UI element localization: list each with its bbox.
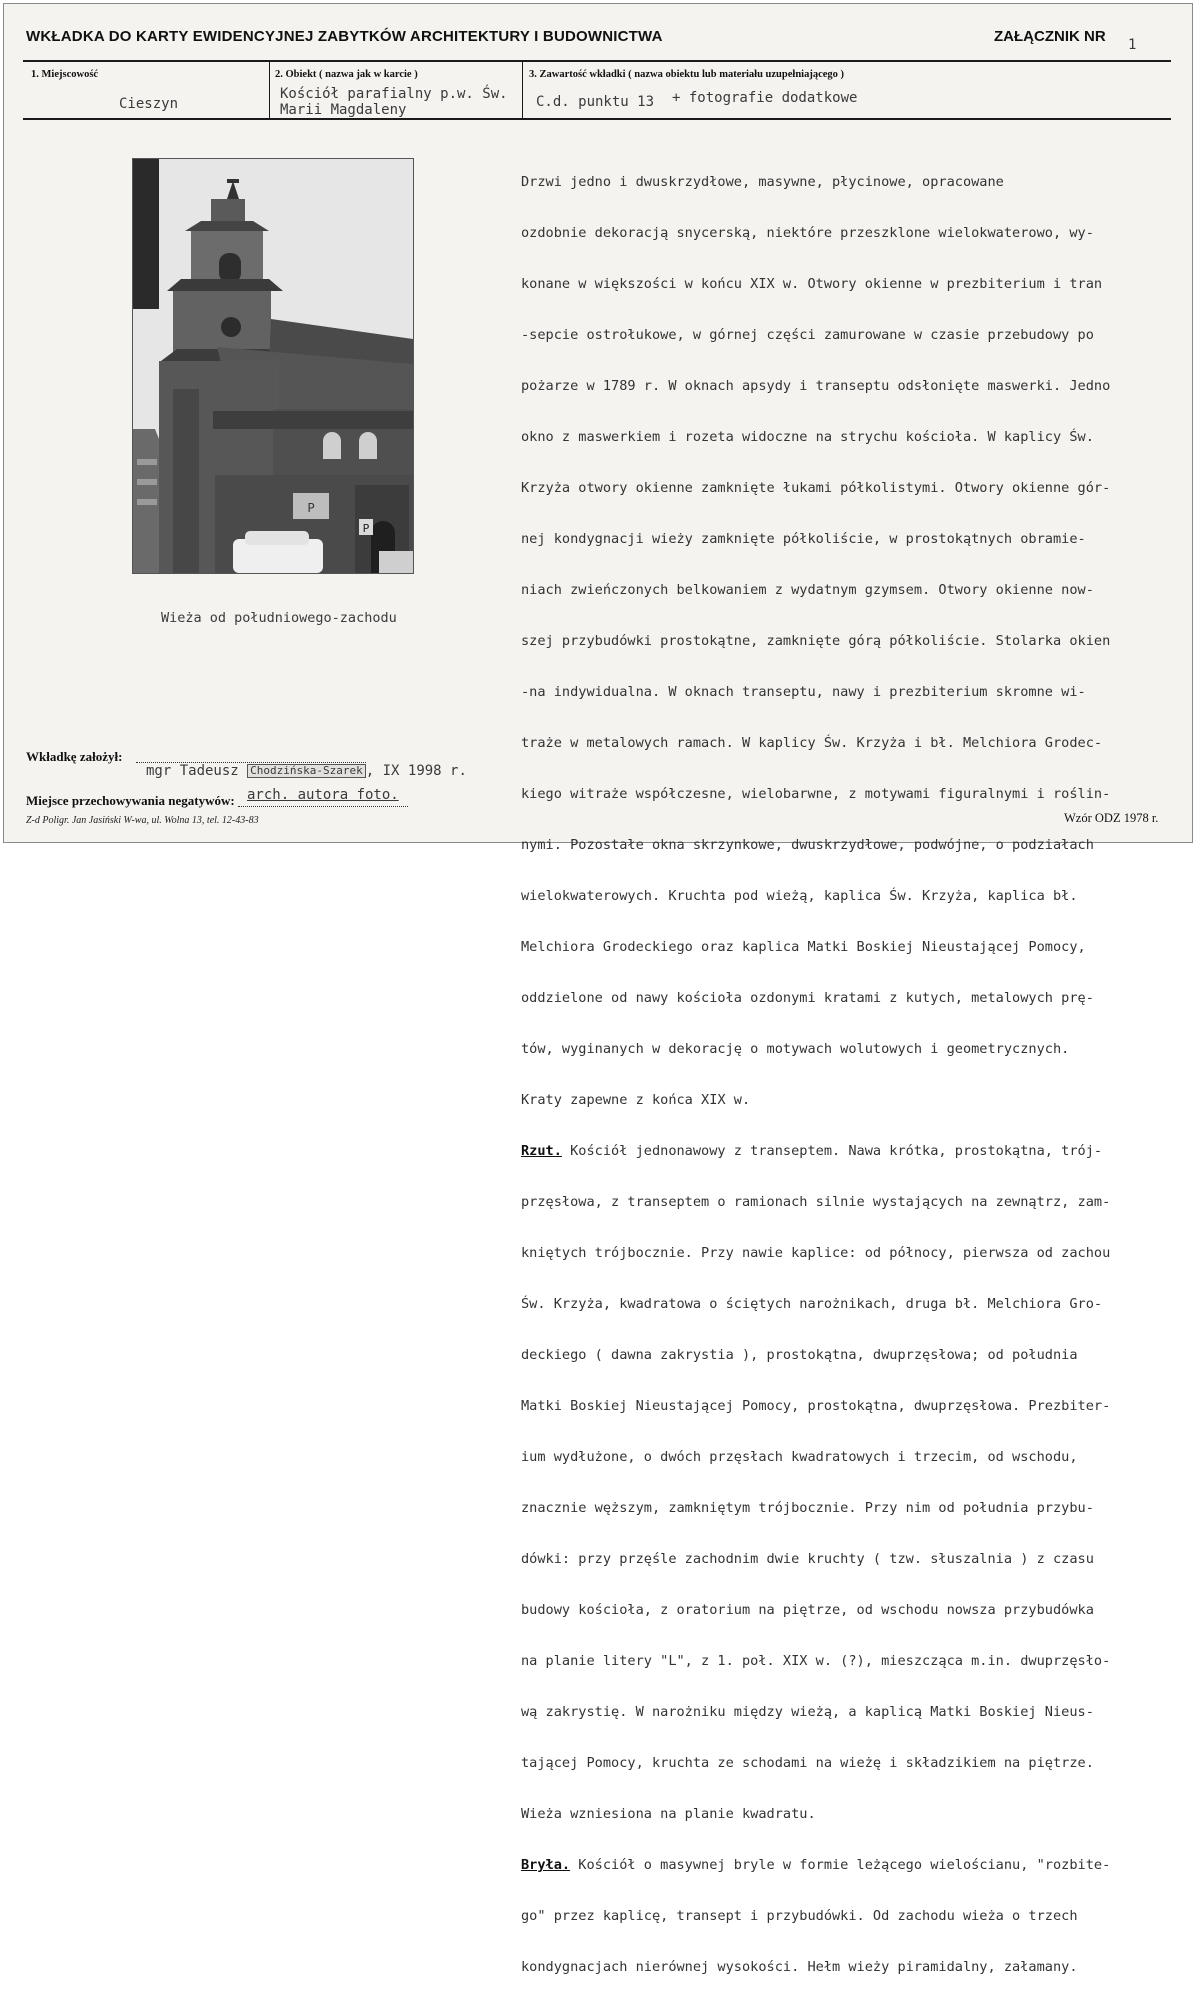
description-line: okno z maswerkiem i rozeta widoczne na strychu kościoła. W kaplicy Św. bbox=[521, 429, 1094, 445]
rzut-line: kniętych trójbocznie. Przy nawie kaplice: od północy, pierwsza od zachou bbox=[521, 1245, 1111, 1261]
rzut-line: na planie litery "L", z 1. poł. XIX w. (?), mieszcząca m.in. dwuprzęsło- bbox=[521, 1653, 1111, 1669]
prepared-by-name: mgr Tadeusz bbox=[146, 763, 239, 779]
rzut-line: przęsłowa, z transeptem o ramionach silnie wystających na zewnątrz, zam- bbox=[521, 1194, 1111, 1210]
rzut-line: deckiego ( dawna zakrystia ), prostokątna, dwuprzęsłowa; od południa bbox=[521, 1347, 1078, 1363]
prepared-by-label: Wkładkę założył: bbox=[26, 749, 123, 764]
field-separator-2 bbox=[522, 62, 523, 119]
record-card bbox=[3, 3, 1193, 1975]
printer-imprint: Z-d Poligr. Jan Jasiński W-wa, ul. Wolna 13, tel. 12-43-83 bbox=[26, 815, 259, 826]
church-tower-photo bbox=[132, 158, 414, 574]
description-line: konane w większości w końcu XIX w. Otwory okienne w prezbiterium i tran bbox=[521, 276, 1103, 292]
svg-text:P: P bbox=[362, 522, 370, 535]
form-model: Wzór ODZ 1978 r. bbox=[1064, 811, 1159, 825]
description-line: -na indywidualna. W oknach transeptu, nawy i prezbiterium skromne wi- bbox=[521, 684, 1086, 700]
description-line: szej przybudówki prostokątne, zamknięte górą półkoliście. Stolarka okien bbox=[521, 633, 1111, 649]
rzut-line: budowy kościoła, z oratorium na piętrze, od wschodu nowsza przybudówka bbox=[521, 1602, 1094, 1618]
description-line: Kraty zapewne z końca XIX w. bbox=[521, 1092, 751, 1108]
description-line: Melchiora Grodeckiego oraz kaplica Matki Boskiej Nieustającej Pomocy, bbox=[521, 939, 1086, 955]
rzut-line: Wieża wzniesiona na planie kwadratu. bbox=[521, 1806, 816, 1822]
rzut-first-line bbox=[521, 1143, 1151, 1160]
bryla-line: go" przez kaplicę, transept i przybudówki. Od zachodu wieża o trzech bbox=[521, 1908, 1078, 1924]
rzut-line: wą zakrystię. W narożniku między wieżą, a kaplicą Matki Boskiej Nieus- bbox=[521, 1704, 1094, 1720]
prepared-by-value bbox=[146, 763, 467, 779]
description-line: nymi. Pozostałe okna skrzynkowe, dwuskrzydłowe, podwójne, o podziałach bbox=[521, 837, 1094, 853]
field-separator-1 bbox=[269, 62, 270, 119]
prepared-by-stamp: Chodzińska-Szarek bbox=[247, 764, 366, 778]
prepared-by-date: , IX 1998 r. bbox=[365, 763, 467, 779]
rzut-line: tającej Pomocy, kruchta ze schodami na wieżę i składzikiem na piętrze. bbox=[521, 1755, 1094, 1771]
description-line: -sepcie ostrołukowe, w górnej części zamurowane w czasie przebudowy po bbox=[521, 327, 1094, 343]
card-title: WKŁADKA DO KARTY EWIDENCYJNEJ ZABYTKÓW ARCHITEKTURY I BUDOWNICTWA bbox=[26, 28, 663, 45]
locality-label: 1. Miejscowość bbox=[31, 69, 99, 80]
description-line: Drzwi jedno i dwuskrzydłowe, masywne, płycinowe, opracowane bbox=[521, 174, 1004, 190]
bryla-first-line-text: Kościół o masywnej bryle w formie leżącego wielościanu, "rozbite- bbox=[570, 1857, 1111, 1873]
negatives-location-value: arch. autora foto. bbox=[247, 787, 399, 803]
description-text bbox=[521, 140, 1151, 2010]
top-divider bbox=[23, 60, 1171, 62]
rzut-line: Matki Boskiej Nieustającej Pomocy, prostokątna, dwuprzęsłowa. Prezbiter- bbox=[521, 1398, 1111, 1414]
rzut-line: dówki: przy przęśle zachodnim dwie kruchty ( tzw. słuszalnia ) z czasu bbox=[521, 1551, 1094, 1567]
bryla-heading: Bryła. bbox=[521, 1857, 571, 1873]
fields-divider bbox=[23, 118, 1171, 120]
description-line: ozdobnie dekoracją snycerską, niektóre przeszklone wielokwaterowo, wy- bbox=[521, 225, 1094, 241]
description-line: oddzielone od nawy kościoła ozdonymi kratami z kutych, metalowych prę- bbox=[521, 990, 1094, 1006]
contents-value-part1: C.d. punktu 13 bbox=[536, 94, 655, 110]
rzut-heading: Rzut. bbox=[521, 1143, 562, 1159]
description-line: nej kondygnacji wieży zamknięte półkoliście, w prostokątnych obramie- bbox=[521, 531, 1086, 547]
description-line: niach zwieńczonych belkowaniem z wydatnym gzymsem. Otwory okienne now- bbox=[521, 582, 1094, 598]
description-line: Krzyża otwory okienne zamknięte łukami półkolistymi. Otwory okienne gór- bbox=[521, 480, 1111, 496]
object-value-line2: Marii Magdaleny bbox=[280, 102, 407, 118]
bryla-line: kondygnacjach nierównej wysokości. Hełm wieży piramidalny, załamany. bbox=[521, 1959, 1078, 1975]
object-label: 2. Obiekt ( nazwa jak w karcie ) bbox=[275, 69, 418, 80]
annex-label: ZAŁĄCZNIK NR bbox=[994, 28, 1106, 45]
description-line: traże w metalowych ramach. W kaplicy Św. Krzyża i bł. Melchiora Grodec- bbox=[521, 735, 1103, 751]
rzut-line: znacznie węższym, zamkniętym trójbocznie. Przy nim od południa przybu- bbox=[521, 1500, 1094, 1516]
negatives-location-label: Miejsce przechowywania negatywów: bbox=[26, 793, 235, 808]
svg-text:P: P bbox=[307, 501, 315, 515]
description-line: kiego witraże współczesne, wielobarwne, z motywami figuralnymi i roślin- bbox=[521, 786, 1111, 802]
annex-number: 1 bbox=[1128, 37, 1137, 53]
bryla-first-line bbox=[521, 1857, 1151, 1874]
contents-value-part2: + fotografie dodatkowe bbox=[672, 90, 858, 106]
photo-caption: Wieża od południowego-zachodu bbox=[161, 610, 397, 626]
negatives-location-dotline bbox=[238, 806, 408, 807]
description-line: tów, wyginanych w dekorację o motywach wolutowych i geometrycznych. bbox=[521, 1041, 1070, 1057]
rzut-first-line-text: Kościół jednonawowy z transeptem. Nawa krótka, prostokątna, trój- bbox=[561, 1143, 1103, 1159]
description-line: wielokwaterowych. Kruchta pod wieżą, kaplica Św. Krzyża, kaplica bł. bbox=[521, 888, 1078, 904]
rzut-line: ium wydłużone, o dwóch przęsłach kwadratowych i trzecim, od wschodu, bbox=[521, 1449, 1078, 1465]
locality-value: Cieszyn bbox=[119, 96, 179, 112]
contents-label: 3. Zawartość wkładki ( nazwa obiektu lub materiału uzupełniającego ) bbox=[529, 69, 845, 80]
rzut-line: Św. Krzyża, kwadratowa o ściętych narożnikach, druga bł. Melchiora Gro- bbox=[521, 1296, 1103, 1312]
description-line: pożarze w 1789 r. W oknach apsydy i transeptu odsłonięte maswerki. Jedno bbox=[521, 378, 1111, 394]
object-value-line1: Kościół parafialny p.w. Św. bbox=[280, 86, 508, 102]
